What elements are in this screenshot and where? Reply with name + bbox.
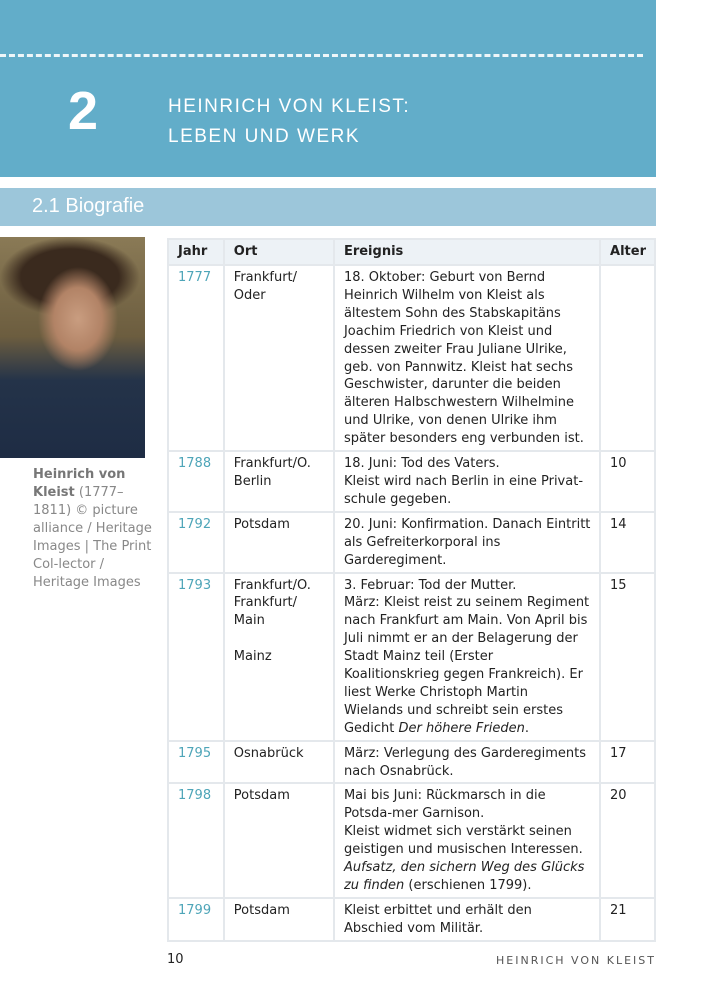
age-cell: 10 <box>600 451 655 512</box>
event-text: . <box>524 720 529 736</box>
age-cell: 14 <box>600 512 655 573</box>
event-paragraph <box>344 745 591 781</box>
chapter-number: 2 <box>68 81 99 141</box>
event-text: (erschienen 1799). <box>404 878 532 893</box>
running-title: HEINRICH VON KLEIST <box>496 954 656 967</box>
dashed-divider <box>0 54 643 57</box>
age-cell <box>600 265 655 451</box>
year-cell: 1795 <box>168 741 224 784</box>
portrait-caption <box>33 466 158 592</box>
caption-name: Heinrich von Kleist <box>33 467 126 500</box>
event-text: Der höhere Frieden <box>398 720 525 736</box>
table-row <box>168 512 655 573</box>
event-text: 3. Februar: Tod der Mutter. <box>343 577 517 593</box>
event-cell <box>334 898 600 941</box>
age-cell: 21 <box>600 898 655 941</box>
place-line: Osnabrück <box>233 745 304 761</box>
biography-table <box>167 238 656 942</box>
year-cell: 1799 <box>168 898 224 941</box>
event-text: 18. Juni: Tod des Vaters. <box>343 456 500 472</box>
place-line: Frankfurt/ <box>233 595 298 611</box>
event-text: März: Kleist reist zu seinem Regiment nach Frankfurt am Main. Von April bis Juli nimmt er an der Belagerung der Stadt Mainz teil (Erster Koalitionskrieg gegen Frankreich). Er liest Werke Christoph Martin Wielands und schreibt sein erstes Gedicht <box>343 595 590 736</box>
year-cell: 1788 <box>168 451 224 512</box>
place-line: Frankfurt/O. <box>233 577 311 593</box>
header-ereignis: Ereignis <box>334 239 600 265</box>
event-paragraph <box>344 787 591 823</box>
year-cell: 1777 <box>168 265 224 451</box>
event-paragraph <box>344 594 591 737</box>
event-text: Kleist wird nach Berlin in eine Privat-schule gegeben. <box>343 473 584 507</box>
place-cell <box>224 898 334 941</box>
place-line: Frankfurt/ <box>233 270 298 285</box>
event-cell <box>334 512 600 573</box>
event-text: Kleist erbittet und erhält den Abschied vom Militär. <box>343 902 532 936</box>
table-row <box>168 741 655 784</box>
age-cell: 15 <box>600 573 655 741</box>
place-cell <box>224 573 334 741</box>
age-cell: 17 <box>600 741 655 784</box>
event-paragraph <box>344 902 591 938</box>
place-line: Main <box>233 613 265 629</box>
header-jahr: Jahr <box>168 239 224 265</box>
event-paragraph <box>344 823 591 859</box>
table-header-row <box>168 239 655 265</box>
chapter-title-line: LEBEN UND WERK <box>168 126 361 147</box>
header-alter: Alter <box>600 239 655 265</box>
place-cell <box>224 451 334 512</box>
page-number: 10 <box>167 952 184 967</box>
place-line: Mainz <box>233 649 272 665</box>
event-paragraph <box>344 516 591 570</box>
event-cell <box>334 573 600 741</box>
place-line: Potsdam <box>233 788 290 804</box>
year-cell: 1798 <box>168 783 224 897</box>
event-text: Aufsatz, den sichern Weg des Glücks zu finden <box>343 860 585 893</box>
event-text: Mai bis Juni: Rückmarsch in die Potsda-mer Garnison. <box>343 788 546 822</box>
place-line: Berlin <box>233 473 272 489</box>
year-cell: 1793 <box>168 573 224 741</box>
event-paragraph <box>344 473 591 509</box>
age-cell: 20 <box>600 783 655 897</box>
place-line: Potsdam <box>233 516 290 532</box>
table-row <box>168 783 655 897</box>
event-cell <box>334 265 600 451</box>
section-title: 2.1 Biografie <box>32 195 145 217</box>
place-cell <box>224 265 334 451</box>
table-row <box>168 573 655 741</box>
chapter-banner <box>0 0 656 177</box>
event-cell <box>334 451 600 512</box>
table-row <box>168 451 655 512</box>
event-paragraph <box>344 577 591 595</box>
kleist-portrait-image <box>0 237 145 458</box>
event-paragraph <box>344 455 591 473</box>
event-text: Kleist widmet sich verstärkt seinen geistigen und musischen Interessen. <box>343 824 583 858</box>
caption-credit: (1777–1811) © picture alliance / Heritage Images | The Print Col-lector / Heritage Images <box>33 485 152 590</box>
event-paragraph <box>344 269 591 448</box>
table-row <box>168 898 655 941</box>
place-line: Potsdam <box>233 902 290 918</box>
event-text: März: Verlegung des Garderegiments nach Osnabrück. <box>343 745 587 779</box>
section-header <box>0 188 656 226</box>
header-ort: Ort <box>224 239 334 265</box>
place-cell <box>224 783 334 897</box>
event-cell <box>334 741 600 784</box>
table-row <box>168 265 655 451</box>
place-cell <box>224 512 334 573</box>
place-cell <box>224 741 334 784</box>
place-line <box>234 630 325 648</box>
place-line: Frankfurt/O. <box>233 456 311 472</box>
chapter-title <box>168 92 410 152</box>
place-line: Oder <box>233 287 266 303</box>
event-text: 18. Oktober: Geburt von Bernd Heinrich Wilhelm von Kleist als ältestem Sohn des Stabskapitäns Joachim Friedrich von Kleist und dessen zweiter Frau Juliane Ulrike, geb. von Pannwitz. Kleist hat sechs Geschwister, darunter die beiden älteren Halbschwestern Wilhelmine und Ulrike, von denen Ulrike ihm später besonders eng verbunden ist. <box>343 270 584 447</box>
year-cell: 1792 <box>168 512 224 573</box>
event-paragraph <box>344 859 591 895</box>
event-text: 20. Juni: Konfirmation. Danach Eintritt als Gefreiterkorporal ins Garderegiment. <box>343 516 591 568</box>
chapter-title-line: HEINRICH VON KLEIST: <box>168 96 411 117</box>
event-cell <box>334 783 600 897</box>
